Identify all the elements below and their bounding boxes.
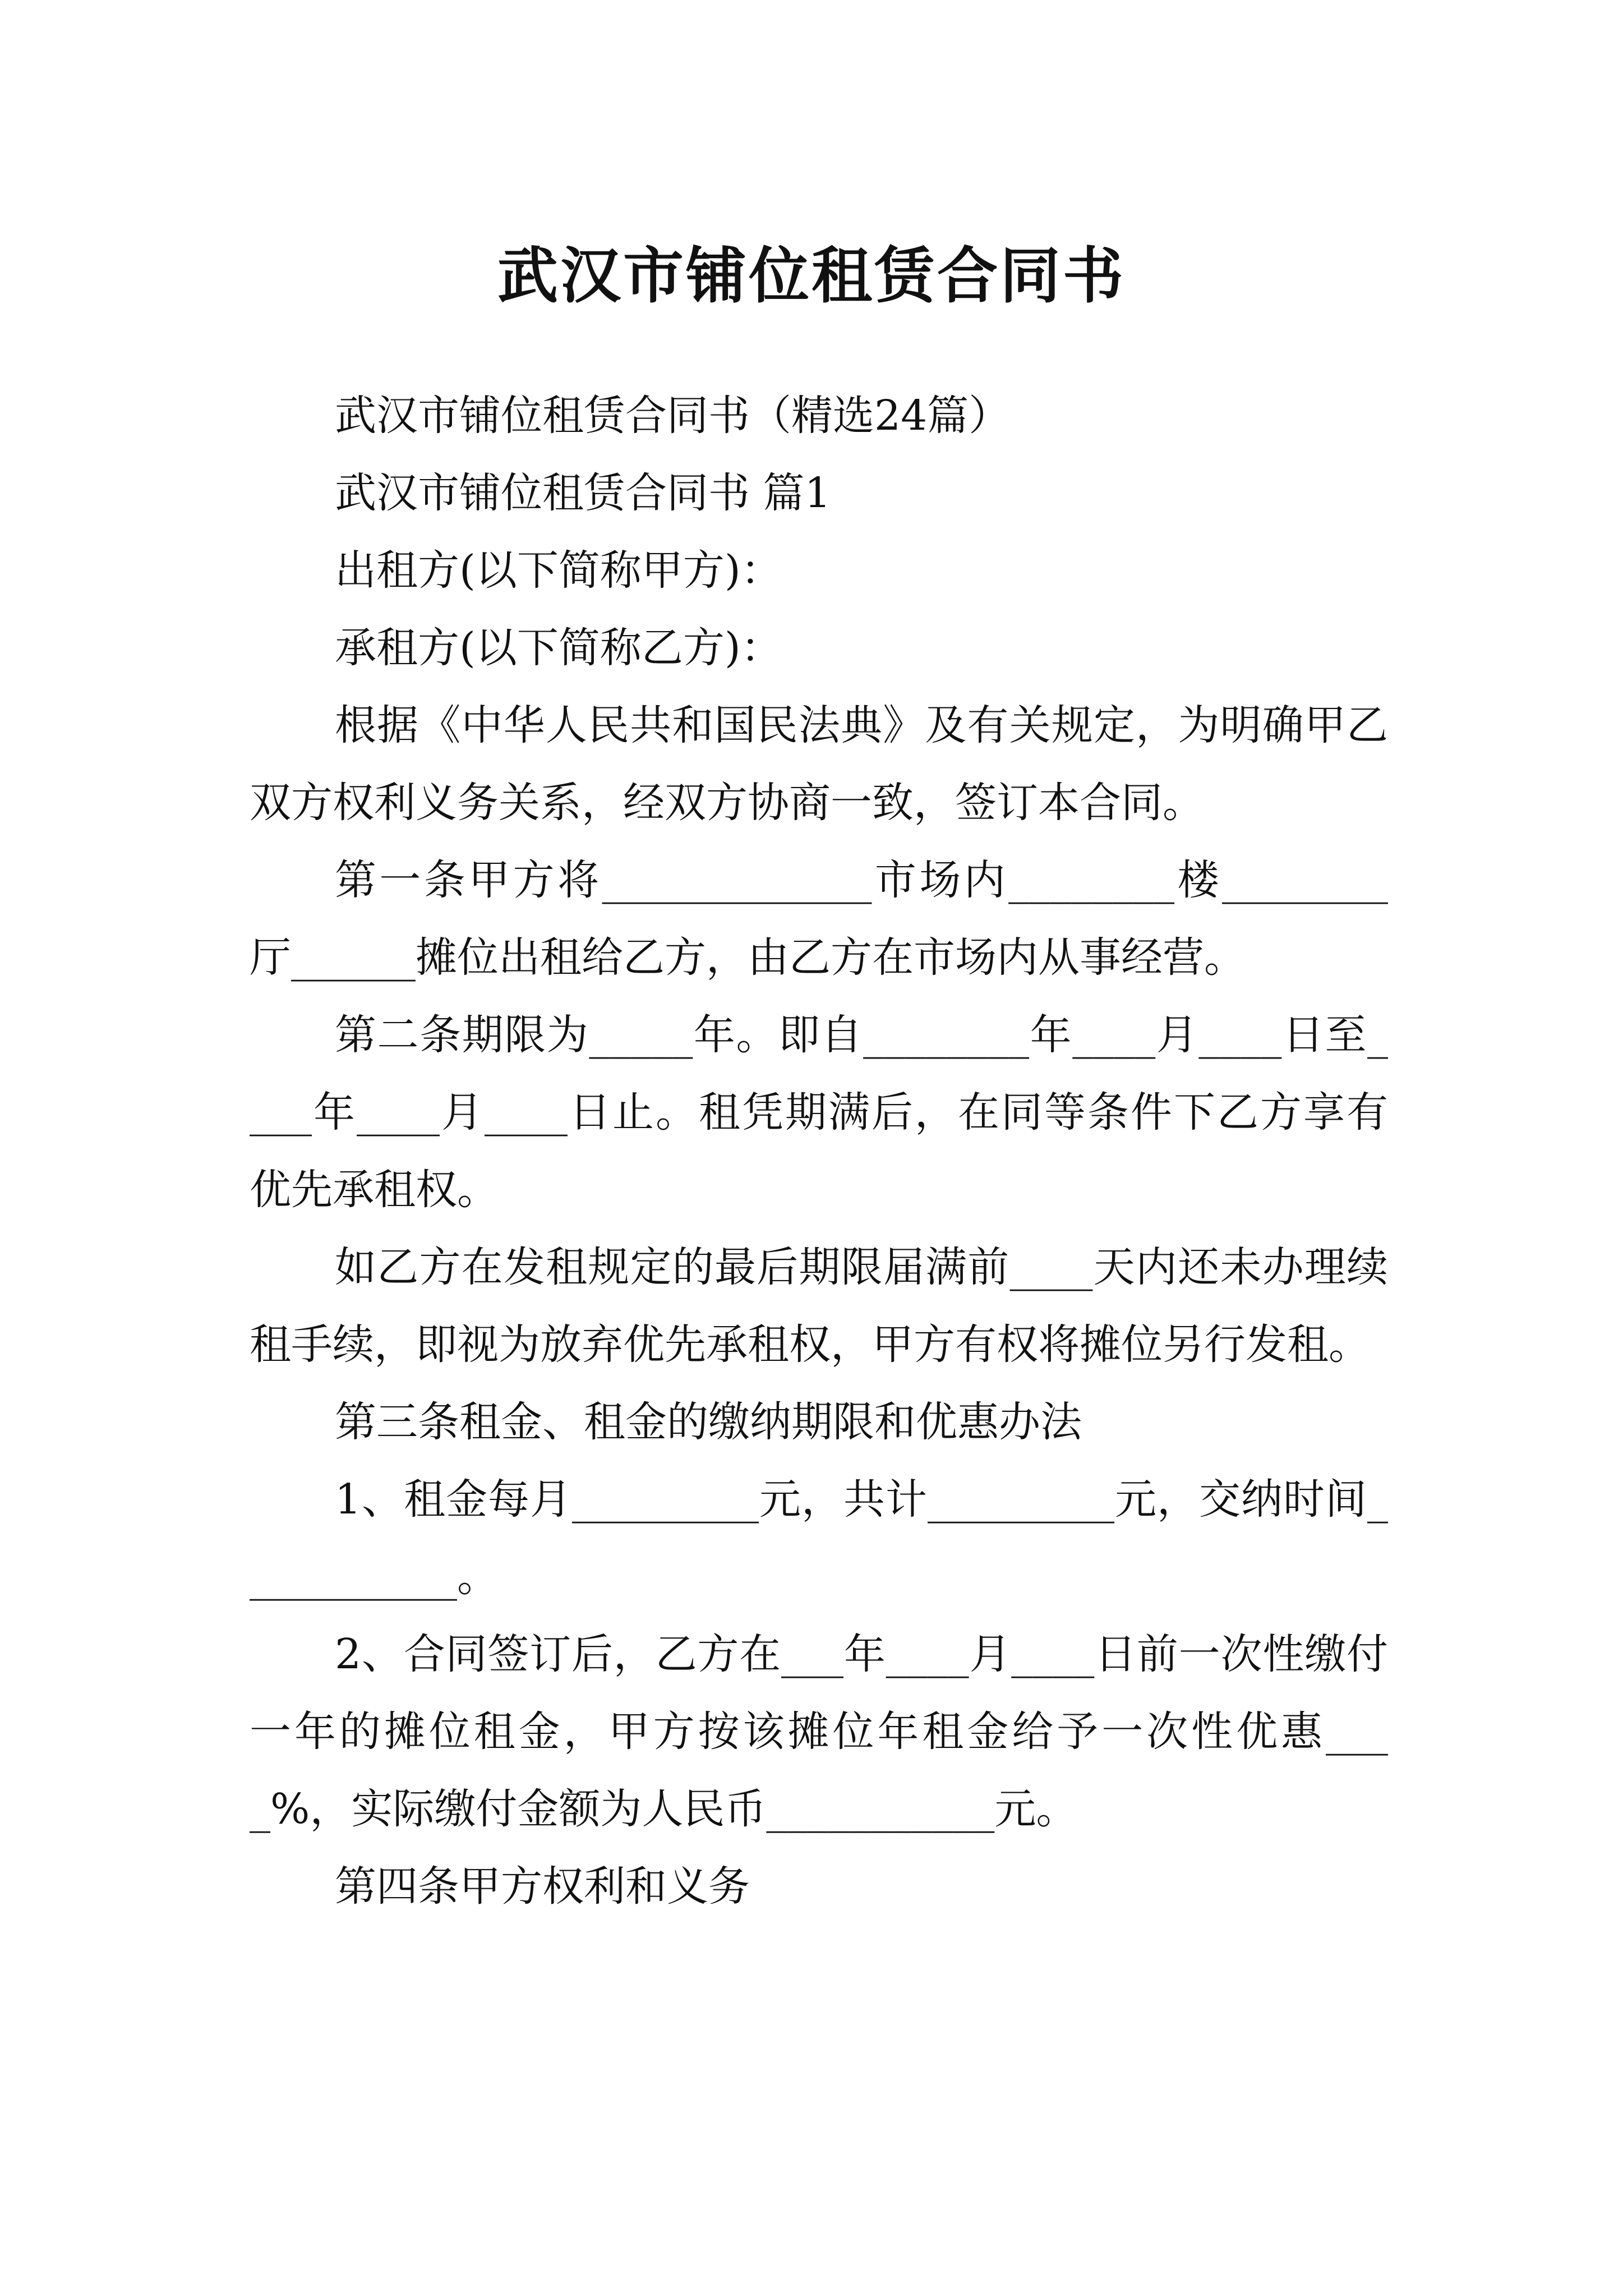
paragraph-lessor: 出租方(以下简称甲方)： bbox=[335, 546, 782, 595]
paragraph-article-4-heading: 第四条甲方权利和义务 bbox=[335, 1862, 750, 1911]
paragraph-article-3-heading: 第三条租金、租金的缴纳期限和优惠办法 bbox=[335, 1398, 1082, 1446]
paragraph-section-heading: 武汉市铺位租赁合同书 篇1 bbox=[335, 469, 831, 517]
paragraph-lessee: 承租方(以下简称乙方)： bbox=[335, 624, 782, 672]
paragraph-renewal-clause: 如乙方在发租规定的最后期限届满前____天内还未办理续租手续，即视为放弃优先承租权，甲方有权将摊位另行发租。 bbox=[250, 1243, 1388, 1369]
document-title: 武汉市铺位租赁合同书 bbox=[497, 241, 1126, 312]
paragraph-article-1: 第一条甲方将_____________市场内________楼________厅______摊位出租给乙方，由乙方在市场内从事经营。 bbox=[250, 856, 1388, 982]
paragraph-rent-monthly: 1、租金每月_________元，共计_________元，交纳时间___________。 bbox=[250, 1475, 1388, 1601]
paragraph-preamble: 根据《中华人民共和国民法典》及有关规定，为明确甲乙双方权利义务关系，经双方协商一致，签订本合同。 bbox=[250, 701, 1388, 827]
paragraph-article-2: 第二条期限为_____年。即自________年____月____日至____年____月____日止。租凭期满后，在同等条件下乙方享有优先承租权。 bbox=[250, 1011, 1388, 1214]
paragraph-subtitle: 武汉市铺位租赁合同书（精选24篇） bbox=[335, 392, 1011, 440]
document-body bbox=[250, 377, 1388, 1925]
paragraph-rent-discount: 2、合同签订后，乙方在___年____月____日前一次性缴付一年的摊位租金，甲方按该摊位年租金给予一次性优惠____%，实际缴付金额为人民币___________元。 bbox=[250, 1630, 1388, 1833]
